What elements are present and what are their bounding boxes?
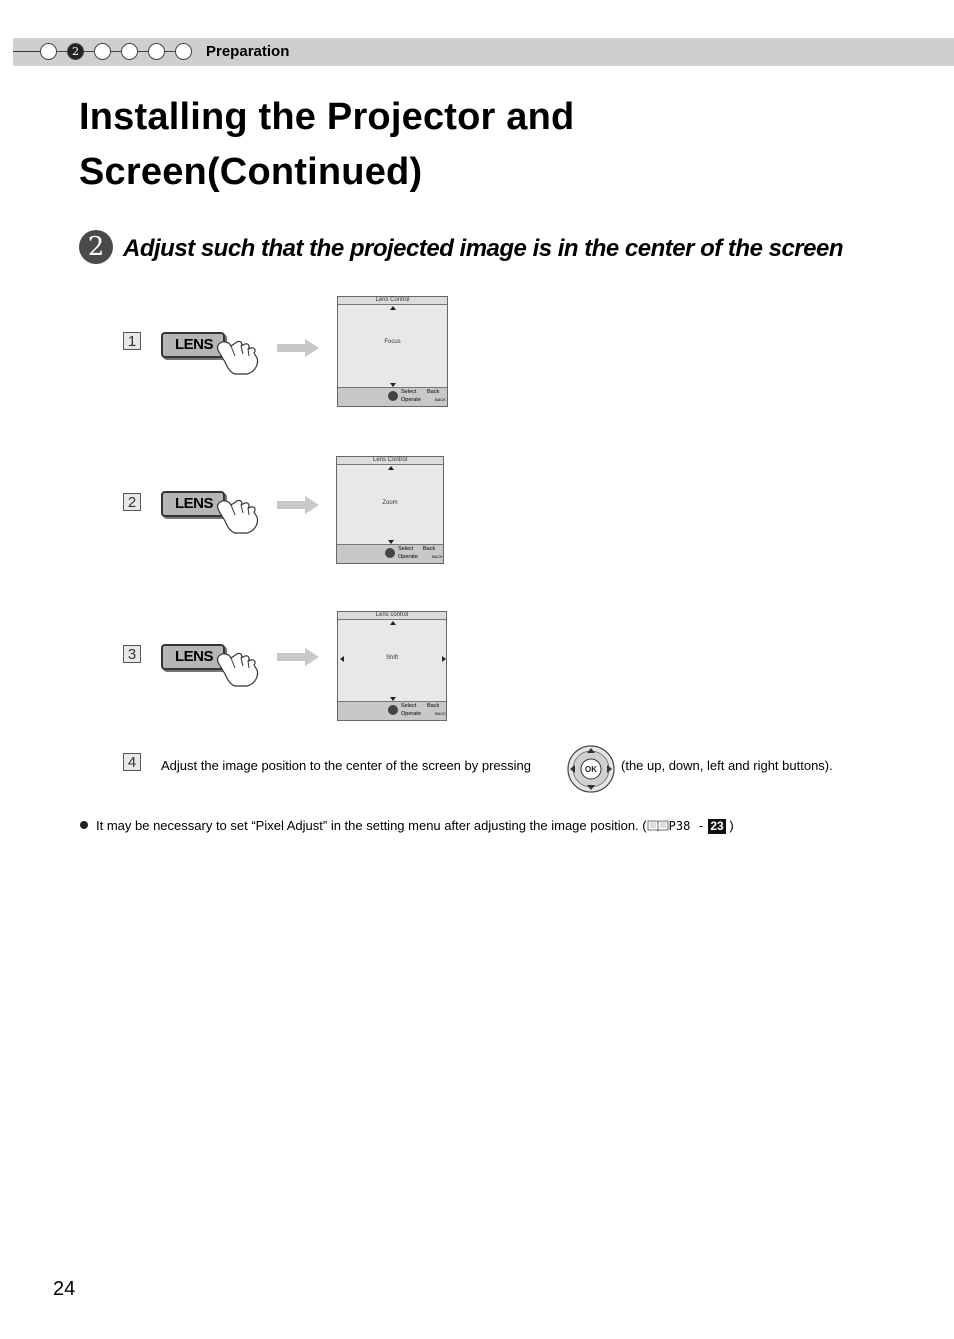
- lens-control-osd-focus: [337, 296, 448, 407]
- ok-icon: [388, 705, 398, 715]
- lens-button[interactable]: LENS: [161, 332, 225, 358]
- bullet-icon: [80, 821, 88, 829]
- right-arrow-icon: [275, 648, 321, 666]
- osd-operate-label: Operate: [401, 711, 421, 717]
- osd-title: Lens control: [338, 612, 446, 620]
- lens-button[interactable]: LENS: [161, 491, 225, 517]
- right-arrow-icon: [275, 339, 321, 357]
- chapter-dot-6: [175, 43, 192, 60]
- step-heading: Adjust such that the projected image is in the center of the screen: [123, 235, 843, 262]
- osd-footer: [338, 701, 446, 720]
- note-close: ): [729, 818, 734, 833]
- ok-icon: [388, 391, 398, 401]
- osd-operate-label: Operate: [401, 397, 421, 403]
- osd-select-label: Select: [401, 389, 417, 395]
- direction-pad-icon[interactable]: [566, 744, 616, 794]
- osd-back-key: BACK: [435, 711, 446, 716]
- row-number-4: 4: [123, 753, 141, 771]
- book-reference-icon: [647, 820, 669, 831]
- osd-title: Lens Control: [338, 297, 447, 305]
- chapter-dot-4: [121, 43, 138, 60]
- up-triangle-icon: [390, 306, 396, 310]
- pointing-hand-icon: [215, 334, 261, 376]
- note-text: It may be necessary to set “Pixel Adjust” in the setting menu after adjusting the image position. (: [96, 818, 647, 833]
- note-line: [80, 818, 734, 834]
- up-triangle-icon: [390, 621, 396, 625]
- page-title-line-1: Installing the Projector and: [79, 96, 575, 138]
- osd-footer: [337, 544, 443, 563]
- osd-back-label: Back: [427, 389, 440, 395]
- ok-icon: [385, 548, 395, 558]
- osd-footer: [338, 387, 447, 406]
- osd-operate-label: Operate: [398, 554, 418, 560]
- osd-title: Lens Control: [337, 457, 443, 465]
- step4-text-before: Adjust the image position to the center of the screen by pressing: [161, 758, 531, 773]
- osd-item: Shift: [385, 655, 398, 661]
- osd-item: Focus: [384, 339, 401, 345]
- section-label: Preparation: [206, 43, 290, 60]
- osd-back-label: Back: [427, 703, 440, 709]
- right-triangle-icon: [442, 656, 446, 662]
- osd-item: Zoom: [382, 500, 398, 506]
- page-title: [79, 90, 574, 200]
- row-number-2: 2: [123, 493, 141, 511]
- lens-control-osd-shift: [337, 611, 447, 721]
- chapter-dot-3: [94, 43, 111, 60]
- lens-control-osd-zoom: [336, 456, 444, 564]
- row-number-3: 3: [123, 645, 141, 663]
- chapter-dot-5: [148, 43, 165, 60]
- osd-back-key: BACK: [432, 554, 443, 559]
- note-ref-item-badge[interactable]: 23: [710, 819, 724, 833]
- osd-select-label: Select: [398, 546, 414, 552]
- osd-select-label: Select: [401, 703, 417, 709]
- pad-ok-label: OK: [585, 765, 597, 774]
- right-arrow-icon: [275, 496, 321, 514]
- page-number: 24: [53, 1278, 76, 1300]
- header-rule: [13, 51, 43, 52]
- step-number-badge: 2: [79, 230, 113, 264]
- note-ref-page[interactable]: P38 -: [668, 819, 705, 833]
- lens-button[interactable]: LENS: [161, 644, 225, 670]
- step4-text-after: (the up, down, left and right buttons).: [621, 758, 833, 773]
- up-triangle-icon: [388, 466, 394, 470]
- osd-back-label: Back: [423, 546, 436, 552]
- pointing-hand-icon: [215, 493, 261, 535]
- osd-back-key: BACK: [435, 397, 446, 402]
- chapter-dot-1: [40, 43, 57, 60]
- pointing-hand-icon: [215, 646, 261, 688]
- chapter-dot-active: 2: [67, 43, 84, 60]
- page-title-line-2: Screen(Continued): [79, 151, 423, 193]
- row-number-1: 1: [123, 332, 141, 350]
